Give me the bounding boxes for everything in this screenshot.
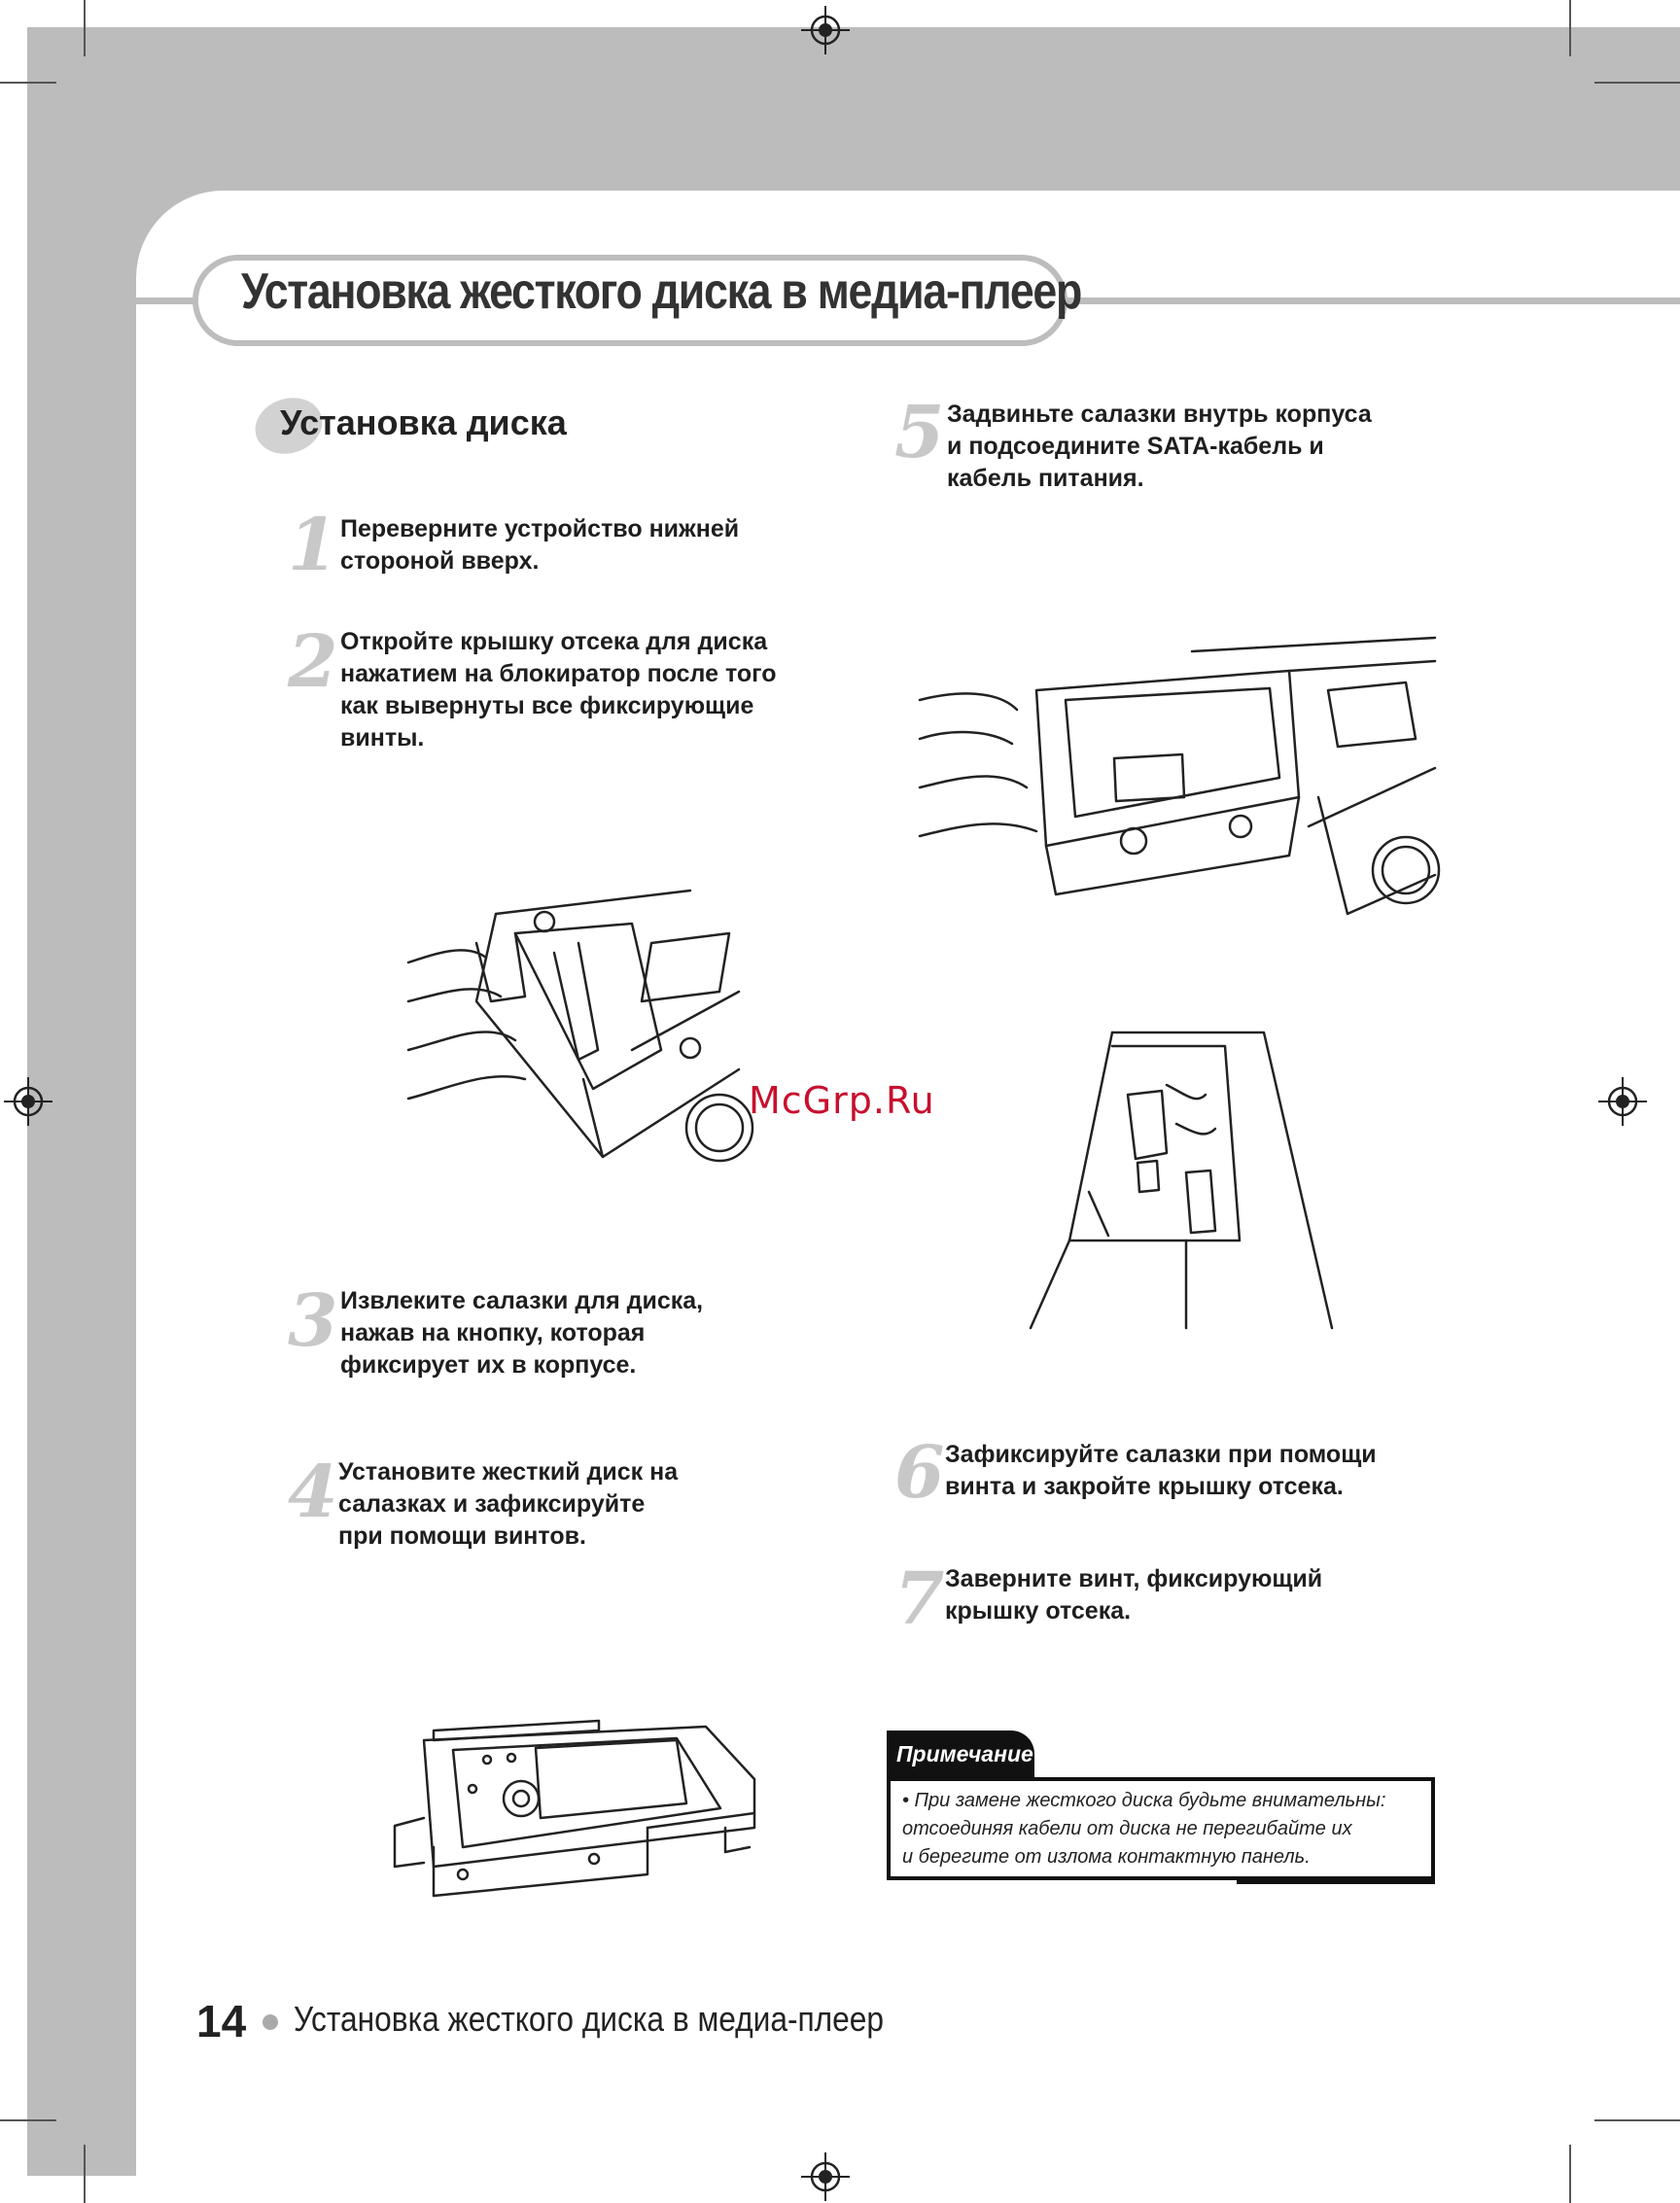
step-number: 6 [894, 1431, 945, 1515]
note-shadow [1237, 1876, 1435, 1884]
hdd-tray-illustration [385, 1711, 774, 1896]
section-title: Установка диска [280, 402, 567, 442]
note-label: Примечание [887, 1731, 1034, 1777]
step-text: Задвиньте салазки внутрь корпуса и подсоедините SATA-кабель и кабель питания. [947, 401, 1372, 492]
registration-mark-icon [801, 2152, 850, 2201]
crop-mark [0, 82, 56, 84]
step-text: Переверните устройство нижней стороной вверх. [340, 515, 740, 575]
step-number: 3 [288, 1279, 338, 1363]
crop-mark [0, 2119, 56, 2121]
crop-mark [1594, 2119, 1680, 2121]
crop-mark [1569, 0, 1571, 56]
title-rule-left [136, 297, 194, 304]
page-content-area [136, 191, 1680, 2203]
crop-mark [84, 0, 86, 56]
step-number: 4 [288, 1451, 338, 1534]
registration-mark-icon [4, 1077, 52, 1126]
title-rule-right [1068, 297, 1680, 304]
step-text: Установите жесткий диск на салазках и зафиксируйте при помощи винтов. [338, 1458, 679, 1550]
step-number: 5 [894, 391, 945, 474]
slide-tray-illustration [920, 632, 1435, 943]
step-number: 2 [288, 620, 338, 704]
crop-mark [1594, 82, 1680, 84]
note-text: • При замене жесткого диска будьте внимательны: отсоединяя кабели от диска не перегибайте их и берегите от излома контактную панель. [902, 1790, 1386, 1868]
registration-mark-icon [801, 6, 850, 54]
step-text: Извлеките салазки для диска, нажав на кнопку, которая фиксирует их в корпусе. [340, 1287, 704, 1379]
footer-bullet-icon [262, 2014, 278, 2030]
page-number: 14 [196, 1996, 247, 2046]
page-title: Установка жесткого диска в медиа-плеер [241, 263, 1082, 320]
step-number: 7 [894, 1557, 945, 1641]
open-drive-bay-illustration [408, 885, 739, 1206]
watermark: McGrp.Ru [749, 1079, 935, 1122]
crop-mark [84, 2145, 86, 2203]
crop-mark [1569, 2145, 1571, 2203]
registration-mark-icon [1598, 1077, 1647, 1126]
step-text: Откройте крышку отсека для диска нажатием на блокиратор после того как вывернуты все фиксирующие винты. [340, 628, 777, 752]
step-text: Заверните винт, фиксирующий крышку отсека. [945, 1565, 1323, 1625]
sata-cable-illustration [1031, 1027, 1342, 1328]
step-text: Зафиксируйте салазки при помощи винта и закройте крышку отсека. [945, 1441, 1377, 1500]
step-number: 1 [288, 504, 338, 587]
footer-title: Установка жесткого диска в медиа-плеер [294, 1999, 884, 2039]
